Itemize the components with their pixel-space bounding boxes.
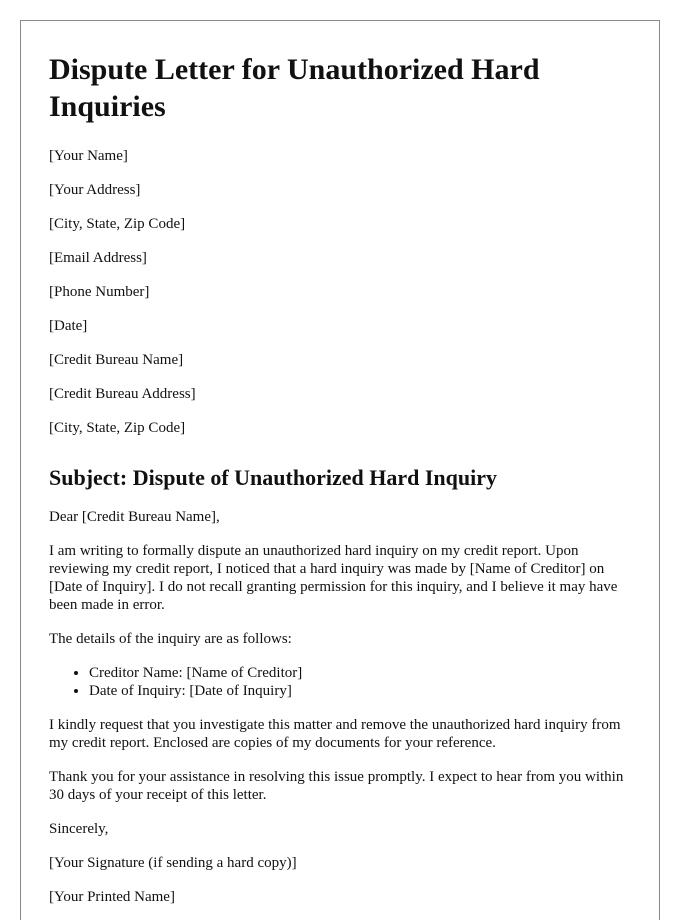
subject-heading: Subject: Dispute of Unauthorized Hard Inquiry [49,465,497,490]
signature-line: [Your Signature (if sending a hard copy)] [49,855,297,871]
recipient-address: [Credit Bureau Address] [49,386,196,402]
letter-page [20,20,660,920]
sender-email: [Email Address] [49,250,147,266]
printed-name: [Your Printed Name] [49,889,175,905]
letter-title: Dispute Letter for Unauthorized Hard Inquiries [49,53,540,123]
letter-date: [Date] [49,318,88,334]
salutation: Dear [Credit Bureau Name], [49,509,220,525]
letter-body [49,508,631,804]
intro-paragraph: I am writing to formally dispute an unauthorized hard inquiry on my credit report. Upon reviewing my credit report, I noticed that a hard inquiry was made by [Name of Creditor] on [Date of Inquiry]. I do not recall granting permission for this inquiry, and I believe it may have been made in error. [49,543,618,613]
detail-item-creditor: • Creditor Name: [Name of Creditor] [89,664,631,682]
thanks-paragraph: Thank you for your assistance in resolving this issue promptly. I expect to hear from you within 30 days of your receipt of this letter. [49,769,624,803]
sender-address: [Your Address] [49,182,141,198]
closing-block [49,820,631,906]
sender-phone: [Phone Number] [49,284,150,300]
sender-name: [Your Name] [49,148,128,164]
address-block [49,147,631,453]
detail-item-date: • Date of Inquiry: [Date of Inquiry] [89,682,631,700]
request-paragraph: I kindly request that you investigate this matter and remove the unauthorized hard inquiry from my credit report. Enclosed are copies of my documents for your reference. [49,717,621,751]
valediction: Sincerely, [49,821,109,837]
recipient-name: [Credit Bureau Name] [49,352,184,368]
details-list [49,664,631,700]
details-lead-paragraph: The details of the inquiry are as follows: [49,631,292,647]
recipient-city-state-zip: [City, State, Zip Code] [49,420,186,436]
sender-city-state-zip: [City, State, Zip Code] [49,216,186,232]
